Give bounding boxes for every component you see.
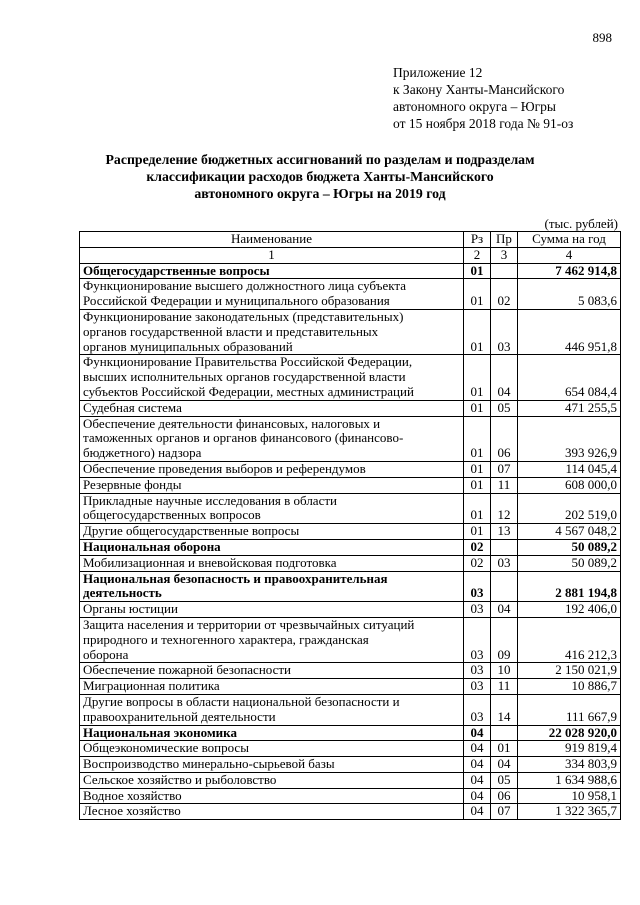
page-number: 898 [592,30,612,45]
row-pr: 07 [491,804,518,820]
row-sum: 192 406,0 [518,602,621,618]
row-name-line: Защита населения и территории от чрезвычайных ситуаций [83,616,415,632]
row-sum: 471 255,5 [518,400,621,416]
table-row [80,617,621,662]
row-name [80,679,464,695]
column-number: 1 [80,247,464,263]
table-header-row [80,232,621,248]
row-name [80,663,464,679]
row-pr: 03 [491,555,518,571]
row-sum: 114 045,4 [518,461,621,477]
row-name [80,725,464,741]
row-name-line: высших исполнительных органов государственной власти [83,369,406,385]
row-pr [491,571,518,602]
row-name [80,524,464,540]
row-sum: 416 212,3 [518,617,621,662]
row-name-line: общегосударственных вопросов [83,507,261,523]
row-name-line: Общегосударственные вопросы [83,262,270,278]
row-name-line: Другие общегосударственные вопросы [83,523,300,539]
row-sum: 608 000,0 [518,477,621,493]
title-line: классификации расходов бюджета Ханты-Мансийского [146,169,494,184]
header-rz: Рз [464,232,491,248]
title-line: автономного округа – Югры на 2019 год [194,186,446,201]
table-row [80,788,621,804]
row-pr: 02 [491,279,518,310]
table-row [80,757,621,773]
header-pr: Пр [491,232,518,248]
row-pr: 06 [491,788,518,804]
row-rz: 04 [464,804,491,820]
row-name [80,400,464,416]
row-name [80,694,464,725]
row-name [80,539,464,555]
table-row [80,694,621,725]
row-sum: 1 322 365,7 [518,804,621,820]
row-rz: 04 [464,741,491,757]
row-name [80,461,464,477]
section-row [80,725,621,741]
row-rz: 01 [464,263,491,279]
table-row [80,477,621,493]
row-name [80,416,464,461]
row-name-line: Другие вопросы в области национальной безопасности и [83,693,400,709]
row-name-line: Национальная безопасность и правоохранительная [83,570,388,586]
row-name-line: Сельское хозяйство и рыболовство [83,771,277,787]
row-rz: 03 [464,617,491,662]
row-name [80,602,464,618]
table-row [80,461,621,477]
row-name-line: органов муниципальных образований [83,338,293,354]
row-name [80,757,464,773]
row-rz: 01 [464,400,491,416]
row-name-line: Резервные фонды [83,476,182,492]
header-sum: Сумма на год [518,232,621,248]
row-name-line: Функционирование законодательных (представительных) [83,308,404,324]
row-sum: 202 519,0 [518,493,621,524]
row-sum: 10 958,1 [518,788,621,804]
row-pr: 04 [491,757,518,773]
row-pr: 11 [491,679,518,695]
row-name [80,309,464,354]
row-name-line: природного и техногенного характера, гражданская [83,631,369,647]
row-sum: 5 083,6 [518,279,621,310]
document-title [0,151,640,202]
row-pr: 05 [491,772,518,788]
row-sum: 50 089,2 [518,539,621,555]
row-rz: 04 [464,757,491,773]
column-number: 2 [464,247,491,263]
table-row [80,493,621,524]
row-name-line: таможенных органов и органов финансового (финансово- [83,430,404,446]
row-sum: 654 084,4 [518,355,621,400]
row-sum: 111 667,9 [518,694,621,725]
row-name [80,617,464,662]
row-sum: 334 803,9 [518,757,621,773]
row-name-line: Водное хозяйство [83,787,182,803]
row-pr: 03 [491,309,518,354]
row-name-line: Национальная экономика [83,724,237,740]
row-pr: 06 [491,416,518,461]
row-rz: 01 [464,279,491,310]
table-row [80,524,621,540]
table-row [80,663,621,679]
row-name-line: оборона [83,646,129,662]
row-sum: 446 951,8 [518,309,621,354]
row-sum: 1 634 988,6 [518,772,621,788]
row-rz: 02 [464,555,491,571]
row-name-line: правоохранительной деятельности [83,708,276,724]
row-rz: 01 [464,309,491,354]
row-pr: 04 [491,602,518,618]
row-name [80,555,464,571]
row-name [80,741,464,757]
row-name [80,493,464,524]
row-sum: 393 926,9 [518,416,621,461]
row-rz: 04 [464,725,491,741]
row-pr: 13 [491,524,518,540]
row-rz: 01 [464,355,491,400]
row-name-line: Функционирование Правительства Российской Федерации, [83,354,413,370]
row-name-line: Российской Федерации и муниципального образования [83,293,390,309]
row-name-line: Обеспечение проведения выборов и референдумов [83,460,366,476]
row-name [80,355,464,400]
row-rz: 01 [464,477,491,493]
table-row [80,309,621,354]
appendix-reference [393,64,573,132]
row-rz: 04 [464,788,491,804]
table-row [80,679,621,695]
row-sum: 4 567 048,2 [518,524,621,540]
row-rz: 04 [464,772,491,788]
row-rz: 03 [464,679,491,695]
row-name [80,263,464,279]
row-rz: 01 [464,524,491,540]
row-pr: 05 [491,400,518,416]
section-row [80,539,621,555]
section-row [80,263,621,279]
row-name [80,788,464,804]
row-name [80,477,464,493]
row-name-line: Лесное хозяйство [83,803,181,819]
row-name [80,279,464,310]
row-pr: 10 [491,663,518,679]
row-pr: 09 [491,617,518,662]
row-name-line: Прикладные научные исследования в области [83,492,337,508]
row-rz: 01 [464,416,491,461]
row-pr: 12 [491,493,518,524]
row-rz: 01 [464,493,491,524]
appendix-line: к Закону Ханты-Мансийского [393,82,565,97]
table-row [80,741,621,757]
units-label: (тыс. рублей) [544,216,618,231]
row-name-line: деятельность [83,585,162,601]
table-body [80,263,621,820]
table-row [80,279,621,310]
row-name-line: субъектов Российской Федерации, местных администраций [83,383,414,399]
row-name-line: Органы юстиции [83,601,178,617]
row-pr [491,263,518,279]
appendix-line: автономного округа – Югры [393,99,556,114]
row-name-line: бюджетного) надзора [83,445,202,461]
row-name-line: Миграционная политика [83,678,220,694]
section-row [80,571,621,602]
row-pr: 01 [491,741,518,757]
row-rz: 03 [464,694,491,725]
row-sum: 7 462 914,8 [518,263,621,279]
header-name: Наименование [80,232,464,248]
row-name-line: Функционирование высшего должностного лица субъекта [83,278,406,294]
table-row [80,602,621,618]
row-pr: 14 [491,694,518,725]
row-name [80,804,464,820]
row-name [80,772,464,788]
row-name [80,571,464,602]
row-pr: 04 [491,355,518,400]
row-name-line: Общеэкономические вопросы [83,740,249,756]
table-row [80,355,621,400]
row-rz: 03 [464,602,491,618]
title-line: Распределение бюджетных ассигнований по разделам и подразделам [105,152,535,167]
column-number: 3 [491,247,518,263]
row-rz: 02 [464,539,491,555]
column-number-row [80,247,621,263]
row-name-line: Обеспечение деятельности финансовых, налоговых и [83,415,381,431]
row-rz: 01 [464,461,491,477]
table-row [80,555,621,571]
row-sum: 10 886,7 [518,679,621,695]
row-name-line: Судебная система [83,399,182,415]
column-number: 4 [518,247,621,263]
budget-table [79,231,621,820]
row-name-line: органов государственной власти и представительных [83,323,379,339]
row-pr: 11 [491,477,518,493]
row-name-line: Мобилизационная и вневойсковая подготовка [83,554,337,570]
table-row [80,804,621,820]
table-row [80,772,621,788]
appendix-line: от 15 ноября 2018 года № 91-оз [393,116,574,131]
table-row [80,416,621,461]
row-name-line: Обеспечение пожарной безопасности [83,662,292,678]
row-sum: 2 881 194,8 [518,571,621,602]
row-sum: 22 028 920,0 [518,725,621,741]
row-pr: 07 [491,461,518,477]
row-name-line: Национальная оборона [83,538,221,554]
row-pr [491,539,518,555]
row-sum: 919 819,4 [518,741,621,757]
table-row [80,400,621,416]
row-rz: 03 [464,571,491,602]
row-pr [491,725,518,741]
appendix-line: Приложение 12 [393,65,483,80]
row-sum: 50 089,2 [518,555,621,571]
row-sum: 2 150 021,9 [518,663,621,679]
row-rz: 03 [464,663,491,679]
row-name-line: Воспроизводство минерально-сырьевой базы [83,756,335,772]
